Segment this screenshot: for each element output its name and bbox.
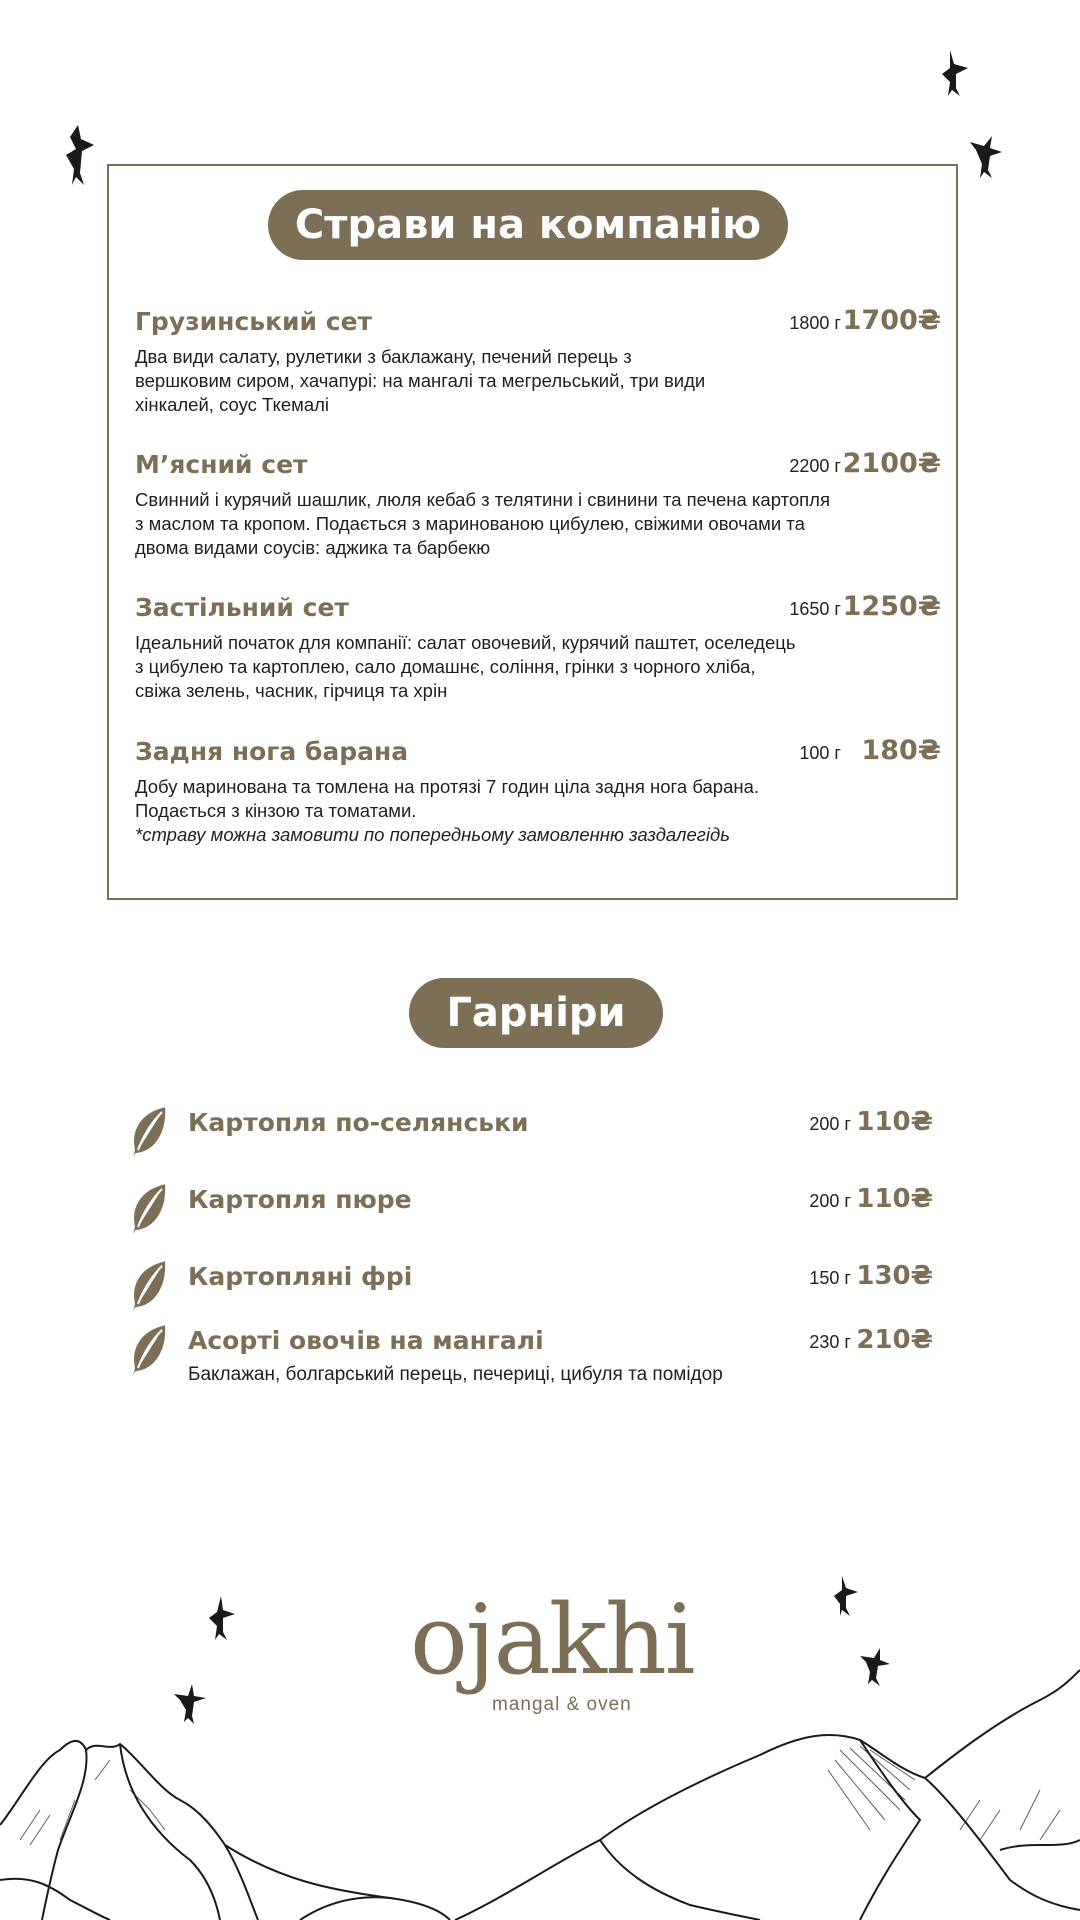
dish-name: Застільний сет: [135, 593, 349, 622]
dish-meat-set[interactable]: [135, 450, 941, 560]
leaf-icon: [128, 1258, 168, 1320]
side-price: 110₴: [856, 1184, 933, 1214]
dish-name: М’ясний сет: [135, 450, 308, 479]
dish-price: 2100₴: [842, 448, 941, 479]
dish-price: 180₴: [861, 735, 941, 766]
side-weight: 230 г: [809, 1332, 851, 1352]
dish-weight: 100 г: [799, 743, 841, 763]
dish-weight: 2200 г: [789, 456, 841, 476]
side-price: 110₴: [856, 1107, 933, 1137]
leaf-icon: [128, 1181, 168, 1243]
side-name: Асорті овочів на мангалі: [188, 1326, 544, 1355]
bird-icon: [938, 50, 970, 98]
side-item[interactable]: [128, 1108, 933, 1168]
sets-section-title: Страви на компанію: [268, 190, 788, 260]
leaf-icon: [128, 1322, 168, 1384]
dish-feast-set[interactable]: [135, 593, 941, 703]
bird-icon: [968, 136, 1004, 180]
dish-description: [135, 775, 785, 847]
bird-icon: [832, 1576, 860, 1618]
dish-georgian-set[interactable]: [135, 307, 941, 417]
side-price: 210₴: [856, 1325, 933, 1355]
side-name: Картопля пюре: [188, 1185, 412, 1214]
dish-description: Ідеальний початок для компанії: салат овочевий, курячий паштет, оселедець з цибулею та картоплею, сало домашнє, соління, грінки з чорного хліба, свіжа зелень, часник, гірчиця та хрін: [135, 632, 796, 701]
dish-weight: 1650 г: [789, 599, 841, 619]
side-item[interactable]: [128, 1262, 933, 1322]
side-weight: 150 г: [809, 1268, 851, 1288]
logo-tagline: mangal & oven: [492, 1694, 632, 1715]
dish-name: Задня нога барана: [135, 737, 409, 766]
dish-lamb-leg[interactable]: [135, 737, 941, 877]
dish-description-text: Добу маринована та томлена на протязі 7 годин ціла задня нога барана. Подається з кінзою та томатами.: [135, 776, 760, 821]
leaf-icon: [128, 1104, 168, 1166]
dish-weight: 1800 г: [789, 313, 841, 333]
side-item[interactable]: [128, 1185, 933, 1245]
side-price: 130₴: [856, 1261, 933, 1291]
dish-description: Свинний і курячий шашлик, люля кебаб з телятини і свинини та печена картопля з маслом та кропом. Подається з маринованою цибулею, свіжими овочами та двома видами соусів: аджика та барбекю: [135, 489, 830, 558]
bird-icon: [60, 125, 96, 187]
dish-description: Два види салату, рулетики з баклажану, печений перець з вершковим сиром, хачапурі: на мангалі та мегрельський, три види хінкалей, соус Ткемалі: [135, 346, 706, 415]
side-weight: 200 г: [809, 1114, 851, 1134]
side-name: Картопля по-селянськи: [188, 1108, 529, 1137]
mountains-illustration: [0, 1640, 1080, 1920]
dish-note: *страву можна замовити по попередньому замовленню заздалегідь: [135, 824, 730, 845]
side-description: Баклажан, болгарський перець, печериці, цибуля та помідор: [188, 1364, 723, 1385]
side-item[interactable]: [128, 1326, 933, 1396]
sides-section-title: Гарніри: [409, 978, 663, 1048]
dish-price: 1700₴: [842, 305, 941, 336]
logo-wordmark: ojakhi: [410, 1584, 694, 1696]
bird-icon: [205, 1596, 237, 1642]
side-weight: 200 г: [809, 1191, 851, 1211]
dish-name: Грузинський сет: [135, 307, 373, 336]
dish-price: 1250₴: [842, 591, 941, 622]
side-name: Картопляні фрі: [188, 1262, 413, 1291]
